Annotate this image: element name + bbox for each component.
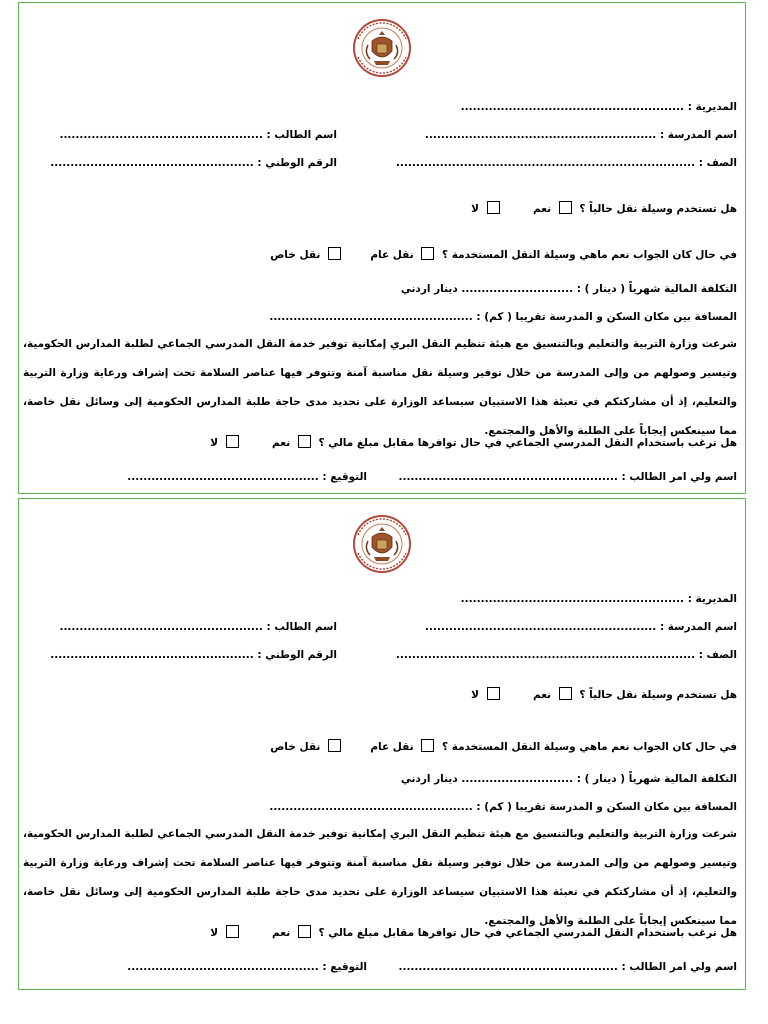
- student-name-label: اسم الطالب :: [266, 621, 337, 633]
- private-transport-checkbox[interactable]: [328, 739, 341, 752]
- guardian-field: [398, 961, 737, 973]
- desire-label: هل ترغب باستخدام النقل المدرسي الجماعي في حال توافرها مقابل مبلغ مالي ؟: [318, 927, 737, 939]
- no-label: لا: [210, 437, 219, 449]
- directorate-field: [461, 101, 737, 113]
- yes-checkbox[interactable]: [298, 435, 311, 448]
- private-transport-label: نقل خاص: [270, 249, 321, 261]
- no-label: لا: [471, 203, 479, 215]
- survey-form-2: [18, 498, 746, 990]
- private-transport-checkbox[interactable]: [328, 247, 341, 260]
- distance-field: [269, 801, 737, 813]
- public-transport-checkbox[interactable]: [421, 247, 434, 260]
- yes-checkbox[interactable]: [559, 201, 572, 214]
- national-id-label: الرقم الوطني :: [257, 157, 337, 169]
- yes-label: نعم: [532, 203, 552, 215]
- monthly-cost-label: التكلفة المالية شهرياً ( دينار ) :: [576, 283, 737, 295]
- national-id-input[interactable]: ...................................................: [50, 649, 254, 661]
- national-id-field: [50, 157, 337, 169]
- yes-checkbox[interactable]: [559, 687, 572, 700]
- school-field: [425, 129, 737, 141]
- directorate-input[interactable]: ........................................................: [460, 593, 685, 605]
- desire-label: هل ترغب باستخدام النقل المدرسي الجماعي في حال توافرها مقابل مبلغ مالي ؟: [318, 437, 737, 449]
- distance-label: المسافة بين مكان السكن و المدرسة تقريبا ( كم) :: [476, 311, 737, 323]
- distance-input[interactable]: ...................................................: [269, 311, 473, 323]
- school-input[interactable]: ..........................................................: [424, 621, 657, 633]
- signature-input[interactable]: ................................................: [127, 471, 319, 483]
- guardian-label: اسم ولي امر الطالب :: [621, 961, 737, 973]
- signature-field: [127, 471, 367, 483]
- guardian-field: [398, 471, 737, 483]
- yes-label: نعم: [272, 927, 291, 939]
- guardian-input[interactable]: .......................................................: [398, 961, 618, 973]
- public-transport-label: نقل عام: [370, 741, 414, 753]
- grade-input[interactable]: ...........................................................................: [395, 157, 696, 169]
- current-transport-label: هل تستخدم وسيلة نقل حالياً ؟: [579, 689, 737, 701]
- no-label: لا: [210, 927, 219, 939]
- signature-input[interactable]: ................................................: [127, 961, 319, 973]
- directorate-field: [461, 593, 737, 605]
- guardian-label: اسم ولي امر الطالب :: [621, 471, 737, 483]
- current-transport-question: [471, 201, 737, 215]
- directorate-input[interactable]: ........................................................: [460, 101, 685, 113]
- transport-type-question: [270, 247, 737, 261]
- student-name-input[interactable]: ...................................................: [59, 621, 263, 633]
- yes-checkbox[interactable]: [298, 925, 311, 938]
- monthly-cost-label: التكلفة المالية شهرياً ( دينار ) :: [576, 773, 737, 785]
- signature-field: [127, 961, 367, 973]
- grade-input[interactable]: ...........................................................................: [395, 649, 696, 661]
- intro-paragraph: شرعت وزارة التربية والتعليم وبالتنسيق مع هيئة تنظيم النقل البري إمكانية توفير خدمة النقل المدرسي الجماعي لطلبة المدارس الحكومية، وتيسير وصولهم من وإلى المدرسة من خلال توفير وسيلة نقل مناسبة آمنة وتتوفر فيها عناصر السلامة تحت إشراف ورعاية وزارة التربية والتعليم، إذ أن مشاركتكم في تعبئة هذا الاستبيان سيساعد الوزارة على تحديد مدى حاجة طلبة المدارس الحكومية إلى وسائل نقل خاصة، مما سينعكس إيجاباً على الطلبة والأهل والمجتمع.: [23, 338, 737, 437]
- distance-input[interactable]: ...................................................: [269, 801, 473, 813]
- no-label: لا: [471, 689, 479, 701]
- distance-label: المسافة بين مكان السكن و المدرسة تقريبا ( كم) :: [476, 801, 737, 813]
- survey-form-1: [18, 2, 746, 494]
- directorate-label: المديرية :: [687, 593, 737, 605]
- current-transport-label: هل تستخدم وسيلة نقل حالياً ؟: [579, 203, 737, 215]
- student-name-label: اسم الطالب :: [266, 129, 337, 141]
- intro-paragraph: شرعت وزارة التربية والتعليم وبالتنسيق مع هيئة تنظيم النقل البري إمكانية توفير خدمة النقل المدرسي الجماعي لطلبة المدارس الحكومية، وتيسير وصولهم من وإلى المدرسة من خلال توفير وسيلة نقل مناسبة آمنة وتتوفر فيها عناصر السلامة تحت إشراف ورعاية وزارة التربية والتعليم، إذ أن مشاركتكم في تعبئة هذا الاستبيان سيساعد الوزارة على تحديد مدى حاجة طلبة المدارس الحكومية إلى وسائل نقل خاصة، مما سينعكس إيجاباً على الطلبة والأهل والمجتمع.: [23, 828, 737, 927]
- transport-type-label: في حال كان الجواب نعم ماهي وسيلة النقل المستخدمة ؟: [441, 249, 737, 261]
- directorate-label: المديرية :: [687, 101, 737, 113]
- yes-label: نعم: [532, 689, 552, 701]
- monthly-cost-input[interactable]: ............................: [461, 283, 574, 295]
- school-label: اسم المدرسة :: [659, 621, 737, 633]
- student-name-field: [59, 129, 337, 141]
- transport-type-label: في حال كان الجواب نعم ماهي وسيلة النقل المستخدمة ؟: [441, 741, 737, 753]
- grade-label: الصف :: [698, 649, 737, 661]
- guardian-input[interactable]: .......................................................: [398, 471, 618, 483]
- grade-field: [396, 157, 737, 169]
- current-transport-question: [471, 687, 737, 701]
- no-checkbox[interactable]: [226, 435, 239, 448]
- no-checkbox[interactable]: [226, 925, 239, 938]
- monthly-cost-field: [401, 773, 737, 785]
- ministry-emblem-icon: [348, 17, 416, 79]
- currency-label: دينار اردني: [400, 773, 458, 785]
- yes-label: نعم: [272, 437, 291, 449]
- distance-field: [269, 311, 737, 323]
- private-transport-label: نقل خاص: [270, 741, 321, 753]
- school-input[interactable]: ..........................................................: [424, 129, 657, 141]
- desire-question: [210, 925, 737, 939]
- student-name-input[interactable]: ...................................................: [59, 129, 263, 141]
- signature-label: التوقيع :: [322, 471, 367, 483]
- national-id-field: [50, 649, 337, 661]
- national-id-label: الرقم الوطني :: [257, 649, 337, 661]
- no-checkbox[interactable]: [487, 687, 500, 700]
- student-name-field: [59, 621, 337, 633]
- monthly-cost-field: [401, 283, 737, 295]
- signature-label: التوقيع :: [322, 961, 367, 973]
- ministry-emblem-icon: [348, 513, 416, 575]
- public-transport-label: نقل عام: [370, 249, 414, 261]
- transport-type-question: [270, 739, 737, 753]
- currency-label: دينار اردني: [400, 283, 458, 295]
- school-label: اسم المدرسة :: [659, 129, 737, 141]
- no-checkbox[interactable]: [487, 201, 500, 214]
- grade-field: [396, 649, 737, 661]
- national-id-input[interactable]: ...................................................: [50, 157, 254, 169]
- grade-label: الصف :: [698, 157, 737, 169]
- monthly-cost-input[interactable]: ............................: [461, 773, 574, 785]
- public-transport-checkbox[interactable]: [421, 739, 434, 752]
- school-field: [425, 621, 737, 633]
- desire-question: [210, 435, 737, 449]
